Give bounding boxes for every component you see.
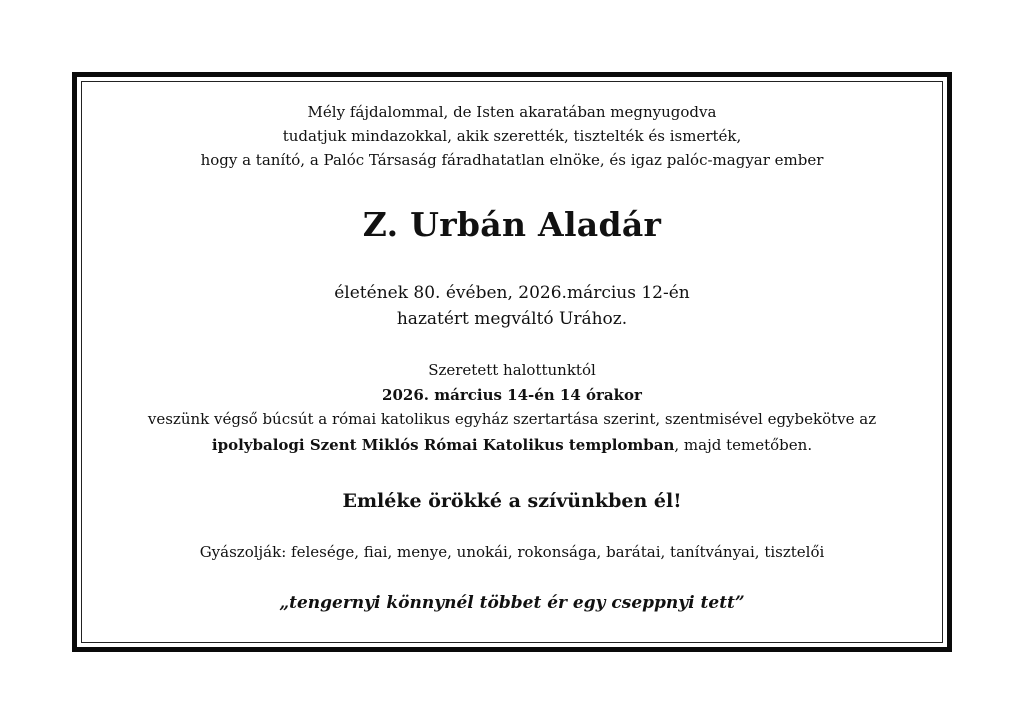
deceased-name: Z. Urbán Aladár [362, 205, 662, 244]
motto: Emléke örökké a szívünkben él! [342, 490, 682, 512]
death-line-1: életének 80. évében, 2026.március 12-én [334, 283, 690, 303]
funeral-datetime: 2026. március 14-én 14 órakor [382, 386, 642, 404]
church-line [0, 436, 1024, 454]
death-line-2: hazatért megváltó Urához. [396, 309, 628, 329]
intro-line-2: tudatjuk mindazokkal, akik szerették, tisztelték és ismerték, [282, 127, 742, 145]
church-name: ipolybalogi Szent Miklós Római Katolikus templomban [211, 436, 675, 454]
intro-line-1: Mély fájdalommal, de Isten akaratában megnyugodva [307, 103, 717, 121]
mourners: Gyászolják: felesége, fiai, menye, unokái, rokonsága, barátai, tanítványai, tisztelői [199, 543, 825, 561]
church-suffix: , majd temetőben. [674, 436, 813, 454]
ceremony-line: veszünk végső búcsút a római katolikus egyház szertartása szerint, szentmisével egybekötve az [147, 410, 877, 428]
intro-line-3: hogy a tanító, a Palóc Társaság fáradhatatlan elnöke, és igaz palóc-magyar ember [200, 151, 824, 169]
closing-quote: „tengernyi könnynél többet ér egy cseppnyi tett” [279, 593, 745, 613]
farewell-intro: Szeretett halottunktól [428, 361, 596, 379]
